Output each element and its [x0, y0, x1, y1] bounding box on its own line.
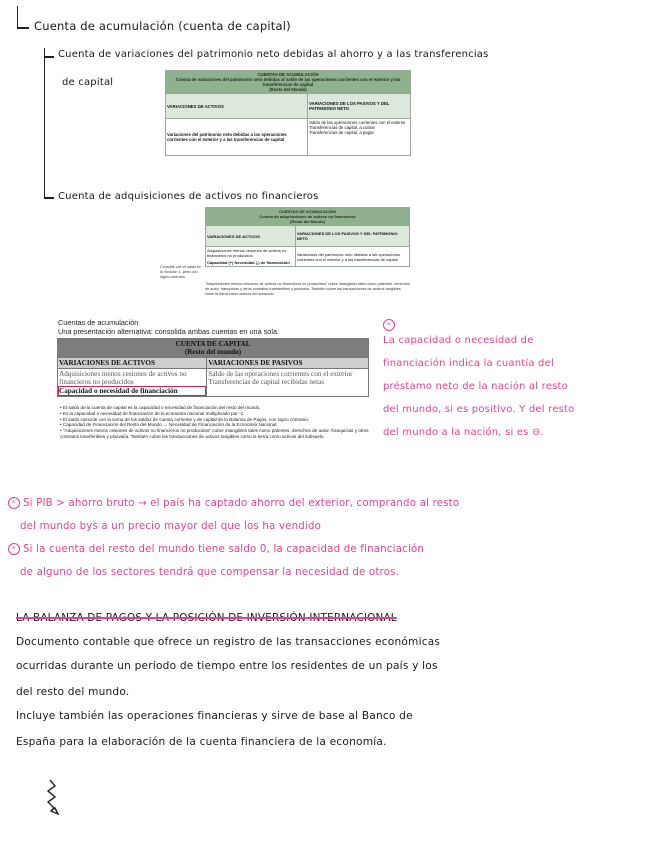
table2-side-note: Coincide con el saldo en la Sección 1, pero con signo contrario	[160, 265, 202, 279]
top-bracket	[17, 6, 18, 28]
table3-header: CUENTA DE CAPITAL (Resto del mundo)	[58, 339, 369, 358]
bullet-list	[60, 405, 372, 440]
scribble-arrow-icon	[42, 778, 68, 818]
section-body-line: Documento contable que ofrece un registro de las transacciones económicas	[16, 636, 441, 648]
pink-point-1-line-2: del mundo bys a un precio mayor del que los ha vendido	[20, 521, 322, 532]
table1-col-left: VARIACIONES DE ACTIVOS	[166, 94, 308, 119]
sub-bracket	[44, 48, 45, 198]
pink-note-line: préstamo neto de la nación al resto	[383, 381, 568, 392]
pink-point-1-line-1: * Si PIB > ahorro bruto → el país ha captado ahorro del exterior, comprando al resto	[8, 497, 459, 509]
sub-bracket-tick-1	[44, 56, 54, 58]
table2-right-body: Variaciones del patrimonio neto debidas a las operaciones corrientes con el exterior y a las transferencias de capital	[295, 247, 409, 267]
table1-col-right: VARIACIONES DE LOS PASIVOS Y DEL PATRIMONIO NETO	[308, 94, 411, 119]
bullet-item: • El saldo coincide con la suma de los saldos de cuenta corriente y de capital de la Balanza de Pagos, con signo contrario.	[60, 416, 310, 422]
printed-intro-2: Una presentación alternativa: consolida ambas cuentas en una sola.	[58, 327, 280, 336]
table1-left-body: Variaciones del patrimonio neto debidas a las operaciones corrientes con el exterior y a las transferencias de capital	[166, 119, 308, 156]
section-body-line: España para la elaboración de la cuenta financiera de la economía.	[16, 736, 387, 748]
pink-point-2-line-2: de alguno de los sectores tendrá que compensar la necesidad de otros.	[20, 567, 400, 578]
pink-point-2-line-1: * Si la cuenta del resto del mundo tiene saldo 0, la capacidad de financiación	[8, 543, 424, 555]
section-body-line: ocurridas durante un periodo de tiempo entre los residentes de un país y los	[16, 660, 438, 672]
heading: Cuenta de acumulación (cuenta de capital)	[34, 19, 291, 33]
table-nonfinancial-assets	[205, 207, 410, 267]
table-capital-account	[57, 338, 369, 397]
sub-bracket-tick-2	[44, 197, 54, 199]
table3-col-left: VARIACIONES DE ACTIVOS	[58, 358, 207, 369]
table3-right-body: Saldo de las operaciones corrientes con el exterior Transferencias de capital recibidas netas	[207, 369, 369, 397]
table1-header: CUENTAS DE ACUMULACIÓN Cuenta de variaciones del patrimonio neto debidas al saldo de las operaciones corrientes con el exterior y las transferencias de capital (Resto del Mundo)	[166, 71, 411, 94]
table2-col-left: VARIACIONES DE ACTIVOS	[206, 226, 296, 247]
table2-footnote: "Adquisiciones menos cesiones de activos no financieros no producidos" cubre intangibles tales como patentes, derechos de autor, franquicias y otros contratos transferibles y plusvalía. También cubre las transacciones de activos tangibles como la tierra como activos del subsuelo.	[205, 282, 410, 296]
table-capital-variations	[165, 70, 411, 156]
bullet-item: • "Adquisiciones menos cesiones de activos no financieros no producidos" cubre intangibles tales como patentes, derechos de autor, franquicias y otros contratos transferibles y plusvalía. También cubre las transacciones de activos tangibles como la tierra como activos del subsuelo.	[60, 428, 369, 439]
pink-note-line: La capacidad o necesidad de	[383, 335, 534, 346]
table2-header: CUENTAS DE ACUMULACIÓN Cuenta de adquisiciones de activos no financieros (Resto del Mundo)	[206, 208, 410, 226]
sub1b-line: de capital	[62, 77, 114, 88]
sub1-line: Cuenta de variaciones del patrimonio neto debidas al ahorro y a las transferencias	[58, 49, 489, 60]
table3-left-body: Adquisiciones menos cesiones de activos no financieros no producidos Capacidad o necesidad de financiación	[58, 369, 207, 397]
top-bracket-tick	[17, 27, 29, 29]
pink-note-marker: *	[383, 318, 398, 331]
section-title: LA BALANZA DE PAGOS Y LA POSICIÓN DE INVERSIÓN INTERNACIONAL	[16, 612, 397, 624]
sub2-line: Cuenta de adquisiciones de activos no financieros	[58, 191, 319, 202]
printed-intro-1: Cuentas de acumulación	[58, 318, 139, 327]
bullet-item: • Capacidad de Financiación del Resto del Mundo → Necesidad de Financiación de la Economía Nacional.	[60, 422, 278, 428]
section-body-line: del resto del mundo.	[16, 686, 130, 698]
bullet-item: • El saldo de la cuenta de capital es la capacidad o necesidad de financiación del resto del mundo.	[60, 405, 261, 410]
table3-col-right: VARIACIONES DE PASIVOS	[207, 358, 369, 369]
table3-highlight: Capacidad o necesidad de financiación	[59, 387, 205, 395]
pink-note-line: del mundo, si es positivo. Y del resto	[383, 404, 575, 415]
bullet-item: • Es la capacidad o necesidad de financiación de la economía nacional multiplicado por -1.	[60, 410, 245, 416]
table2-left-body: Adquisiciones menos cesiones de activos no financieros no producidos Capacidad (+) Necesidad (-) de financiación	[206, 247, 296, 267]
pink-note-line: financiación indica la cuantía del	[383, 358, 554, 369]
table1-right-body: Saldo de las operaciones corrientes con el exterior Transferencias de capital, a cobrar Transferencias de capital, a pagar	[308, 119, 411, 156]
pink-note-line: del mundo a la nación, si es ⊖.	[383, 427, 544, 438]
table2-col-right: VARIACIONES DE LOS PASIVOS Y DEL PATRIMONIO NETO	[295, 226, 409, 247]
section-body-line: Incluye también las operaciones financieras y sirve de base al Banco de	[16, 710, 413, 722]
